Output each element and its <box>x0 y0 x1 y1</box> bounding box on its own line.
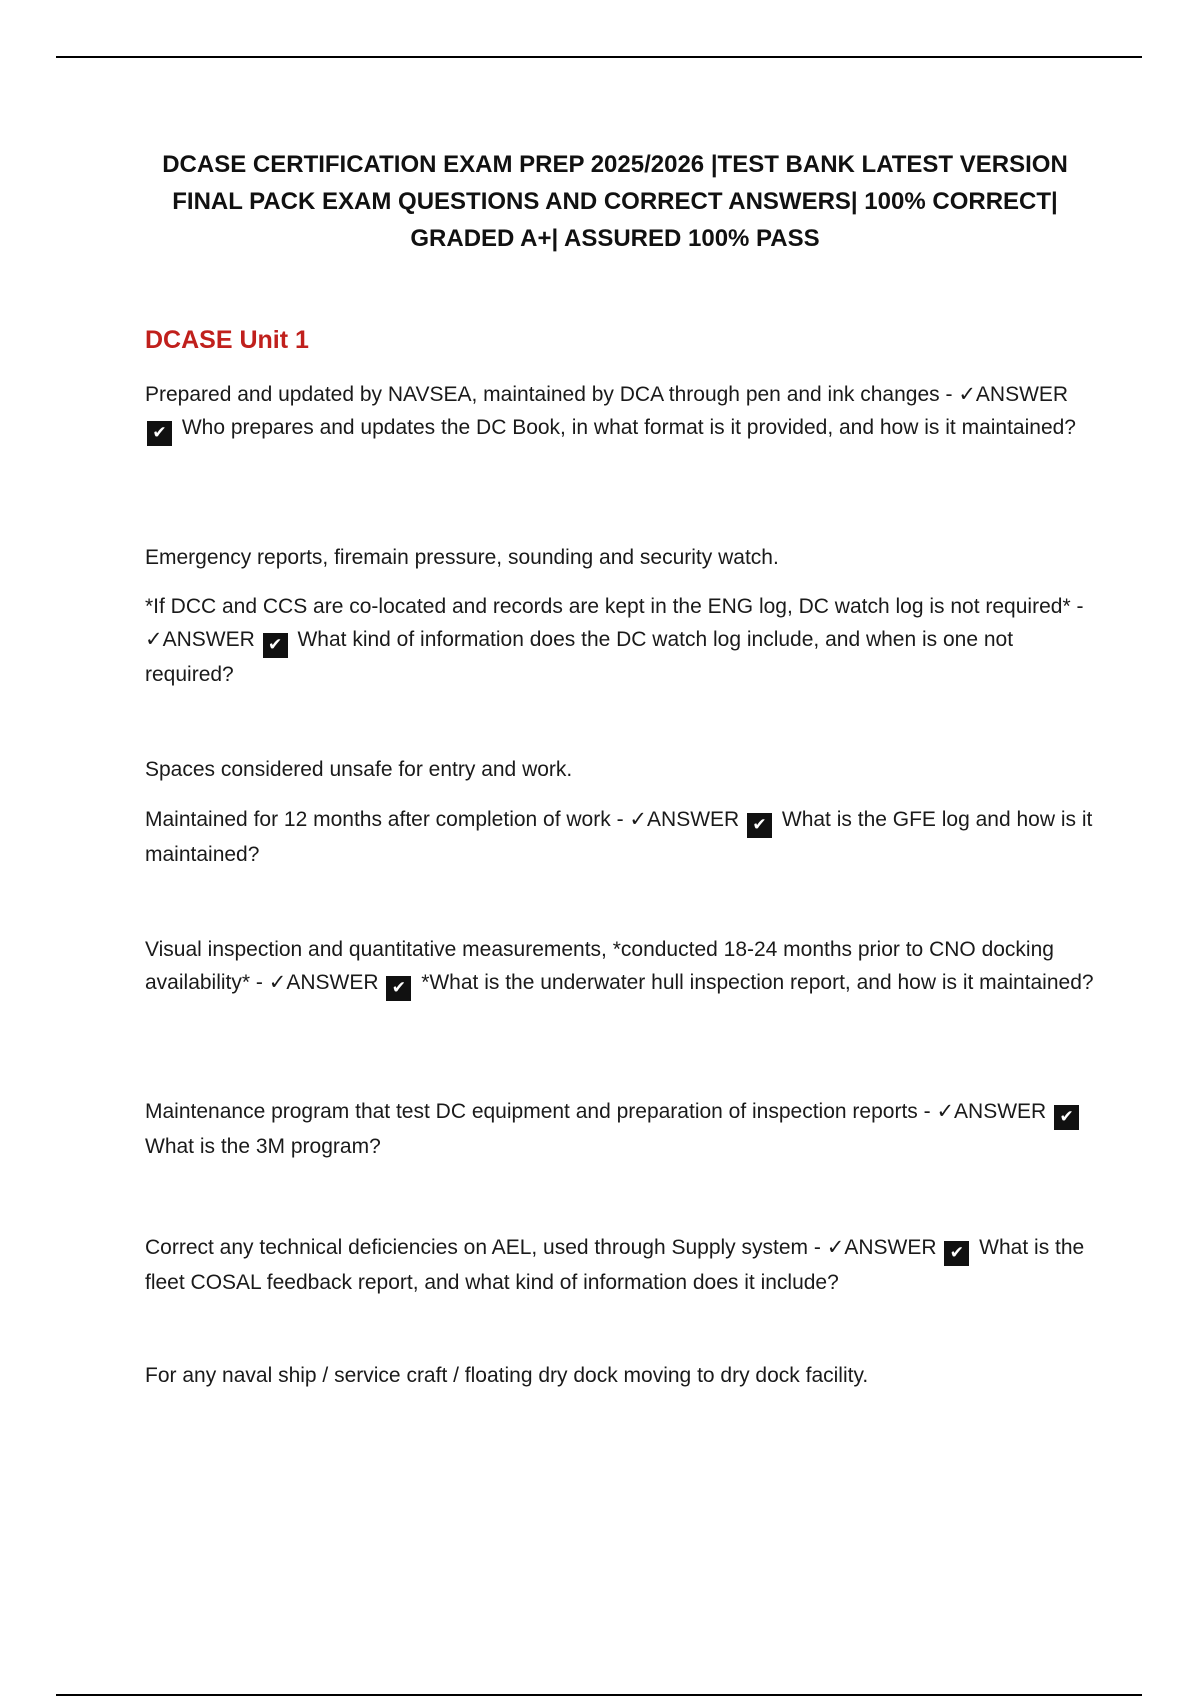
section-heading: DCASE Unit 1 <box>145 326 309 354</box>
question-text: What kind of information does the DC watch log include, and when is one not required? <box>145 628 1014 686</box>
qa-text <box>145 1231 1095 1299</box>
checkmark-icon: ✓ <box>958 382 976 406</box>
question-text: *What is the underwater hull inspection report, and how is it maintained? <box>415 971 1094 994</box>
checkbox-icon: ✔ <box>1054 1105 1079 1130</box>
answer-label: ANSWER <box>844 1236 937 1259</box>
qa-text <box>145 933 1095 1001</box>
qa-entry-3 <box>145 803 1095 871</box>
checkbox-icon: ✔ <box>386 976 411 1001</box>
qa-text <box>145 803 1095 871</box>
intro-text: Spaces considered unsafe for entry and work. <box>145 758 573 781</box>
closing-line <box>145 1359 1095 1392</box>
qa-intro-3 <box>145 753 1095 786</box>
answer-text: Correct any technical deficiencies on AEL, used through Supply system - <box>145 1236 827 1259</box>
qa-text <box>145 590 1095 691</box>
qa-text <box>145 378 1095 446</box>
qa-entry-2 <box>145 590 1095 691</box>
answer-text: *If DCC and CCS are co-located and records are kept in the ENG log, DC watch log is not required* - <box>145 595 1084 618</box>
checkmark-icon: ✓ <box>268 970 287 994</box>
checkbox-icon: ✔ <box>147 421 172 446</box>
answer-text: Prepared and updated by NAVSEA, maintained by DCA through pen and ink changes - <box>145 383 959 406</box>
question-text: What is the 3M program? <box>145 1135 381 1158</box>
checkbox-icon: ✔ <box>747 813 772 838</box>
qa-text <box>145 1095 1095 1163</box>
checkmark-icon: ✓ <box>629 807 648 831</box>
answer-label: ANSWER <box>647 808 740 831</box>
document-title: DCASE CERTIFICATION EXAM PREP 2025/2026 |TEST BANK LATEST VERSION FINAL PACK EXAM QUESTIONS AND CORRECT ANSWERS| 100% CORRECT| GRADED A+| ASSURED 100% PASS <box>162 151 1068 252</box>
answer-label: ANSWER <box>286 971 379 994</box>
checkmark-icon: ✓ <box>826 1235 845 1259</box>
answer-label: ANSWER <box>954 1100 1047 1123</box>
closing-text: For any naval ship / service craft / floating dry dock moving to dry dock facility. <box>145 1364 869 1387</box>
question-text: What is the fleet COSAL feedback report, and what kind of information does it include? <box>145 1236 1085 1294</box>
bottom-rule <box>56 1694 1142 1696</box>
qa-entry-6 <box>145 1231 1095 1299</box>
answer-text: Visual inspection and quantitative measurements, *conducted 18-24 months prior to CNO docking availability* - <box>145 938 1054 994</box>
answer-text: Maintained for 12 months after completion of work - <box>145 808 630 831</box>
qa-entry-4 <box>145 933 1095 1001</box>
checkbox-icon: ✔ <box>263 633 288 658</box>
qa-entry-5 <box>145 1095 1095 1163</box>
answer-text: Maintenance program that test DC equipment and preparation of inspection reports - <box>145 1100 937 1123</box>
checkmark-icon: ✓ <box>145 627 163 651</box>
qa-intro-2 <box>145 541 1095 574</box>
checkbox-icon: ✔ <box>944 1241 969 1266</box>
answer-label: ANSWER <box>162 628 255 651</box>
question-text: Who prepares and updates the DC Book, in what format is it provided, and how is it maintained? <box>176 416 1076 439</box>
qa-entry-1 <box>145 378 1095 446</box>
checkmark-icon: ✓ <box>936 1099 955 1123</box>
answer-label: ANSWER <box>975 383 1069 406</box>
question-text: What is the GFE log and how is it maintained? <box>145 808 1093 866</box>
top-rule <box>56 56 1142 58</box>
intro-text: Emergency reports, firemain pressure, sounding and security watch. <box>145 546 779 569</box>
